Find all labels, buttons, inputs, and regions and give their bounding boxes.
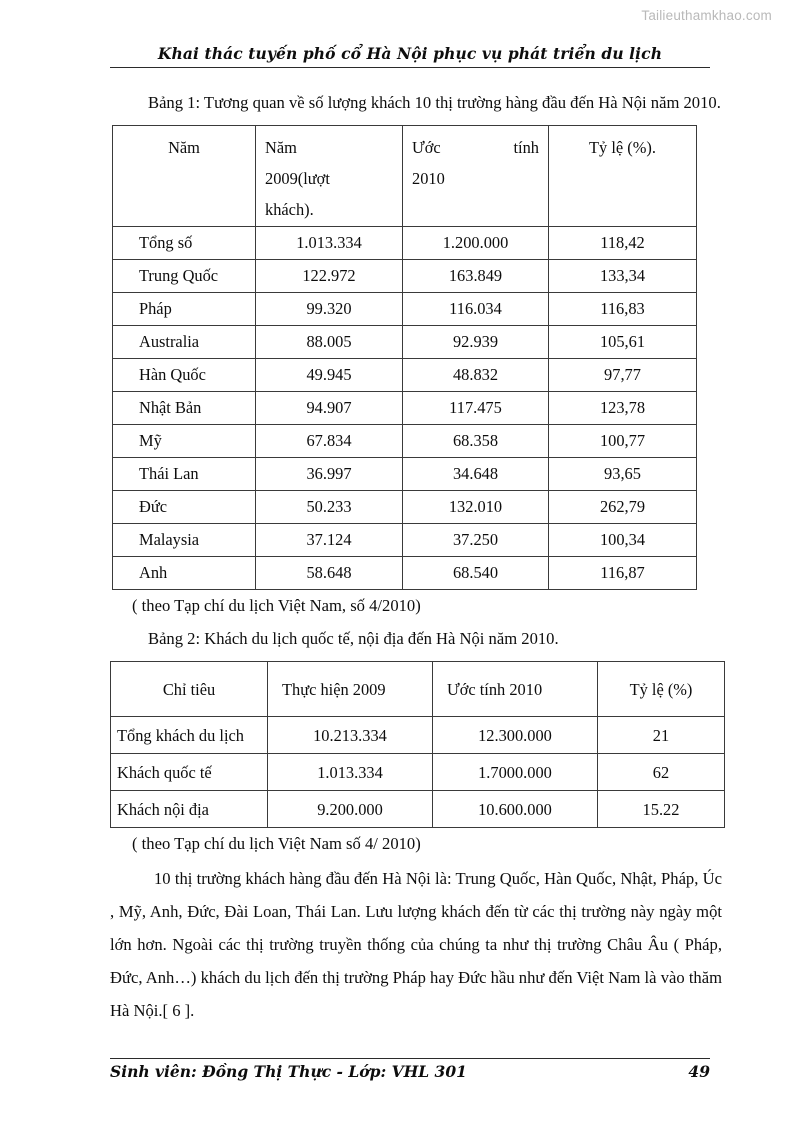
table1-cell-2010: 68.358	[403, 425, 549, 458]
table1-cell-market: Đức	[113, 491, 256, 524]
table2-header-indicator: Chỉ tiêu	[111, 662, 268, 717]
table1-cell-2009: 88.005	[256, 326, 403, 359]
table-row	[113, 491, 697, 524]
table2-cell-2009: 10.213.334	[268, 717, 433, 754]
table1-cell-2009: 37.124	[256, 524, 403, 557]
table1-cell-market: Anh	[113, 557, 256, 590]
table2-cell-2010: 10.600.000	[433, 791, 598, 828]
table1-cell-2009: 67.834	[256, 425, 403, 458]
table2-body	[111, 717, 725, 828]
table1-cell-2009: 36.997	[256, 458, 403, 491]
table1-cell-market: Mỹ	[113, 425, 256, 458]
table-row	[113, 227, 697, 260]
table1-caption: Bảng 1: Tương quan về số lượng khách 10 thị trường hàng đầu đến Hà Nội năm 2010.	[148, 93, 721, 112]
table1-cell-rate: 116,87	[549, 557, 697, 590]
table2-cell-indicator: Khách quốc tế	[111, 754, 268, 791]
table1-header-row	[113, 126, 697, 227]
table1-cell-2010: 92.939	[403, 326, 549, 359]
table1-cell-market: Nhật Bản	[113, 392, 256, 425]
table2-cell-rate: 21	[598, 717, 725, 754]
table-row	[111, 717, 725, 754]
table-2	[110, 661, 725, 828]
table1-cell-2009: 99.320	[256, 293, 403, 326]
table2-cell-2009: 1.013.334	[268, 754, 433, 791]
table2-header-rate: Tỷ lệ (%)	[598, 662, 725, 717]
table1-header-2010-line2: 2010	[412, 169, 445, 188]
table1-cell-2009: 58.648	[256, 557, 403, 590]
table2-cell-2009: 9.200.000	[268, 791, 433, 828]
table1-cell-market: Malaysia	[113, 524, 256, 557]
table1-header-2009-line2: 2009(lượt	[265, 169, 330, 188]
table-row	[113, 260, 697, 293]
table2-header-2009: Thực hiện 2009	[268, 662, 433, 717]
table2-header-row	[111, 662, 725, 717]
table2-cell-indicator: Khách nội địa	[111, 791, 268, 828]
table1-cell-2010: 116.034	[403, 293, 549, 326]
table1-cell-2009: 50.233	[256, 491, 403, 524]
table1-cell-rate: 97,77	[549, 359, 697, 392]
table-row	[113, 524, 697, 557]
table2-cell-indicator: Tổng khách du lịch	[111, 717, 268, 754]
table1-header-2009	[256, 126, 403, 227]
footer-divider	[110, 1058, 710, 1059]
table-row	[113, 392, 697, 425]
table1-header-2009-line3: khách).	[265, 200, 314, 219]
table-1	[112, 125, 697, 590]
table1-cell-2009: 122.972	[256, 260, 403, 293]
table1-cell-rate: 262,79	[549, 491, 697, 524]
table-row	[113, 326, 697, 359]
table1-cell-market: Hàn Quốc	[113, 359, 256, 392]
table-row	[113, 293, 697, 326]
table1-source: ( theo Tạp chí du lịch Việt Nam, số 4/2010)	[132, 596, 421, 615]
document-content	[110, 86, 722, 1027]
table2-cell-rate: 15.22	[598, 791, 725, 828]
table1-cell-2009: 1.013.334	[256, 227, 403, 260]
table1-cell-2010: 1.200.000	[403, 227, 549, 260]
table2-cell-rate: 62	[598, 754, 725, 791]
header-divider	[110, 67, 710, 68]
table1-cell-2009: 49.945	[256, 359, 403, 392]
table1-cell-market: Thái Lan	[113, 458, 256, 491]
table-row	[111, 791, 725, 828]
table1-cell-rate: 100,77	[549, 425, 697, 458]
table1-cell-rate: 133,34	[549, 260, 697, 293]
table1-cell-2010: 37.250	[403, 524, 549, 557]
table1-cell-2010: 68.540	[403, 557, 549, 590]
table-row	[111, 754, 725, 791]
table1-cell-rate: 123,78	[549, 392, 697, 425]
page-footer	[110, 1058, 710, 1081]
table1-cell-rate: 93,65	[549, 458, 697, 491]
table1-cell-2010: 34.648	[403, 458, 549, 491]
table1-cell-rate: 116,83	[549, 293, 697, 326]
table2-header-2010: Ước tính 2010	[433, 662, 598, 717]
table1-body	[113, 227, 697, 590]
table2-caption: Bảng 2: Khách du lịch quốc tế, nội địa đến Hà Nội năm 2010.	[148, 629, 559, 648]
table1-cell-market: Australia	[113, 326, 256, 359]
table1-header-2009-line1: Năm	[265, 138, 297, 157]
table1-header-2010-line1: Ước tính	[412, 138, 539, 157]
table-row	[113, 458, 697, 491]
table2-source: ( theo Tạp chí du lịch Việt Nam số 4/ 2010)	[132, 834, 421, 853]
table1-cell-2010: 48.832	[403, 359, 549, 392]
table2-cell-2010: 1.7000.000	[433, 754, 598, 791]
running-header	[110, 44, 710, 68]
watermark-text: Tailieuthamkhao.com	[641, 8, 772, 23]
table1-header-2010	[403, 126, 549, 227]
table1-cell-rate: 100,34	[549, 524, 697, 557]
table1-cell-market: Pháp	[113, 293, 256, 326]
page-number: 49	[688, 1062, 710, 1081]
table1-header-market: Năm	[113, 126, 256, 227]
table1-cell-rate: 105,61	[549, 326, 697, 359]
table1-cell-rate: 118,42	[549, 227, 697, 260]
table1-header-rate: Tỷ lệ (%).	[549, 126, 697, 227]
header-title: Khai thác tuyến phố cổ Hà Nội phục vụ phát triển du lịch	[157, 44, 663, 63]
table1-cell-2010: 163.849	[403, 260, 549, 293]
table-row	[113, 359, 697, 392]
table1-cell-2010: 132.010	[403, 491, 549, 524]
table1-cell-2009: 94.907	[256, 392, 403, 425]
table-row	[113, 425, 697, 458]
table2-cell-2010: 12.300.000	[433, 717, 598, 754]
footer-student-info: Sinh viên: Đồng Thị Thực - Lớp: VHL 301	[110, 1062, 467, 1081]
body-paragraph: 10 thị trường khách hàng đầu đến Hà Nội là: Trung Quốc, Hàn Quốc, Nhật, Pháp, Úc , Mỹ, Anh, Đức, Đài Loan, Thái Lan. Lưu lượng khách đến từ các thị trường này ngày một lớn hơn. Ngoài các thị trường truyền thống của chúng ta như thị trường Châu Âu ( Pháp, Đức, Anh…) khách du lịch đến thị trường Pháp hay Đức hầu như đến Việt Nam là vào thăm Hà Nội.[ 6 ].	[110, 869, 722, 1020]
table1-cell-market: Tổng số	[113, 227, 256, 260]
table-row	[113, 557, 697, 590]
table1-cell-2010: 117.475	[403, 392, 549, 425]
table1-cell-market: Trung Quốc	[113, 260, 256, 293]
